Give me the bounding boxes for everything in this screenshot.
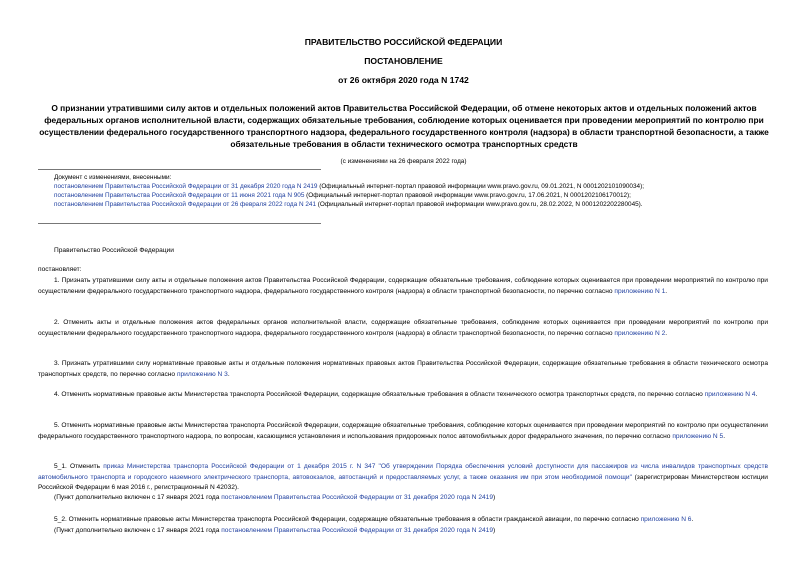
note-end: ) (493, 527, 496, 534)
annex-3-link[interactable]: приложению N 3 (176, 370, 228, 378)
paragraph-end: . (691, 516, 694, 523)
amendment-item (54, 200, 794, 209)
paragraph-4 (38, 390, 768, 401)
paragraph-end: . (755, 391, 758, 398)
paragraph-end: . (665, 287, 668, 295)
paragraph-text: 3. Признать утратившими силу нормативные правовые акты и отдельные положения нормативных правовых актов Правительства Российской Федерации, содержащие обязательные требования в области технического осмотра транспортных средств, по перечню согласно (38, 360, 768, 378)
paragraph-end: (зарегистрирован Министерством юстиции Российской Федерации 6 мая 2016 г., регистрационный N 42032). (38, 473, 768, 492)
amendments-block (54, 173, 794, 209)
annex-6-link[interactable]: приложению N 6 (640, 516, 692, 523)
paragraph-end: . (723, 432, 726, 440)
note-text: (Пункт дополнительно включен с 17 января 2021 года (54, 494, 222, 501)
paragraph-text: 5_2. Отменить нормативные правовые акты Министерства транспорта Российской Федерации, содержащие обязательные требования в области гражданской авиации, по перечню согласно (54, 516, 641, 523)
resolution-2419-link[interactable]: постановлением Правительства Российской Федерации от 31 декабря 2020 года N 2419 (221, 494, 494, 501)
amendment-details: (Официальный интернет-портал правовой информации www.pravo.gov.ru, 17.06.2021, N 0001202106170012); (304, 192, 631, 199)
revision-note: (с изменениями на 26 февраля 2022 года) (340, 158, 467, 165)
inclusion-note-1 (54, 493, 768, 504)
resolution-2419-link[interactable]: постановлением Правительства Российской Федерации от 31 декабря 2020 года N 2419 (221, 527, 494, 534)
note-text: (Пункт дополнительно включен с 17 января 2021 года (54, 527, 222, 534)
amendment-details: (Официальный интернет-портал правовой информации www.pravo.gov.ru, 09.01.2021, N 0001202101090034); (317, 183, 645, 190)
amendment-link[interactable]: постановлением Правительства Российской Федерации от 11 июня 2021 года N 905 (54, 192, 305, 199)
amendments-intro: Документ с изменениями, внесенными: (54, 174, 172, 181)
paragraph-text: 5. Отменить нормативные правовые акты Министерства транспорта Российской Федерации, содержащие обязательные требования, соблюдение которых оценивается при проведении мероприятий по контролю при осуществлении федерального государственного транспортного надзора, по вопросам, касающимся установления и использования придорожных полос автомобильных дорог федерального значения, по перечню согласно (38, 422, 768, 440)
issuer-line: Правительство Российской Федерации (54, 247, 174, 254)
document-title: О признании утратившими силу актов и отдельных положений актов Правительства Российской Федерации, об отмене некоторых актов и отдельных положений актов федеральных органов исполнительной власти, содержащих обязательные требования, соблюдение которых оценивается при проведении мероприятий по контролю при осуществлении федерального государственного транспортного надзора, федерального государственного контроля (надзора) в области транспортной безопасности, а также обязательные требования в области технического осмотра транспортных средств (39, 103, 769, 149)
paragraph-text: 4. Отменить нормативные правовые акты Министерства транспорта Российской Федерации, содержащие обязательные требования в области технического осмотра транспортных средств, по перечню согласно (54, 391, 705, 398)
amendment-details: (Официальный интернет-портал правовой информации www.pravo.gov.ru, 28.02.2022, N 0001202202280045). (316, 201, 643, 208)
transport-ministry-order-link[interactable]: приказ Министерства транспорта Российской Федерации от 1 декабря 2015 г. N 347 "Об утверждении Порядка обеспечения условий доступности для пассажиров из числа инвалидов транспортных средств автомобильного транспорта и городского наземного электрического транспорта, автовокзалов, автостанций и предоставляемых услуг, а также оказания им при этом необходимой помощи" (38, 463, 768, 481)
note-end: ) (493, 494, 496, 501)
paragraph-2 (38, 318, 768, 339)
inclusion-note-2 (54, 526, 768, 537)
annex-1-link[interactable]: приложению N 1 (614, 287, 666, 295)
paragraph-end: . (227, 370, 230, 378)
paragraph-5-1 (38, 462, 768, 494)
amendment-item (54, 182, 794, 191)
annex-2-link[interactable]: приложению N 2 (614, 329, 666, 337)
amendment-link[interactable]: постановлением Правительства Российской Федерации от 26 февраля 2022 года N 241 (54, 201, 317, 208)
paragraph-5 (38, 421, 768, 442)
government-heading: ПРАВИТЕЛЬСТВО РОССИЙСКОЙ ФЕДЕРАЦИИ (304, 37, 503, 47)
paragraph-5-2 (38, 515, 768, 526)
decrees-line: постановляет: (38, 266, 82, 273)
paragraph-3 (38, 359, 768, 380)
paragraph-1 (38, 276, 768, 297)
paragraph-text: 5_1. Отменить (54, 463, 104, 470)
paragraph-text: 2. Отменить акты и отдельные положения актов федеральных органов исполнительной власти, содержащие обязательные требования, соблюдение которых оценивается при проведении мероприятий по контролю при осуществлении федерального государственного транспортного надзора, федерального государственного контроля (надзора) в области транспортной безопасности, по перечню согласно (38, 319, 768, 337)
amendment-item (54, 191, 794, 200)
amendments-bottom-divider (38, 223, 321, 224)
paragraph-text: 1. Признать утратившими силу акты и отдельные положения актов Правительства Российской Федерации, содержащие обязательные требования, соблюдение которых оценивается при проведении мероприятий по контролю при осуществлении федерального государственного транспортного надзора, федерального государственного контроля (надзора) в области транспортной безопасности, по перечню согласно (38, 277, 768, 295)
amendment-link[interactable]: постановлением Правительства Российской Федерации от 31 декабря 2020 года N 2419 (54, 183, 318, 190)
document-type-heading: ПОСТАНОВЛЕНИЕ (364, 56, 443, 66)
amendments-top-divider (38, 169, 321, 170)
paragraph-end: . (665, 329, 668, 337)
document-date-number: от 26 октября 2020 года N 1742 (338, 75, 469, 85)
annex-5-link[interactable]: приложению N 5 (672, 432, 724, 440)
annex-4-link[interactable]: приложению N 4 (704, 391, 756, 398)
